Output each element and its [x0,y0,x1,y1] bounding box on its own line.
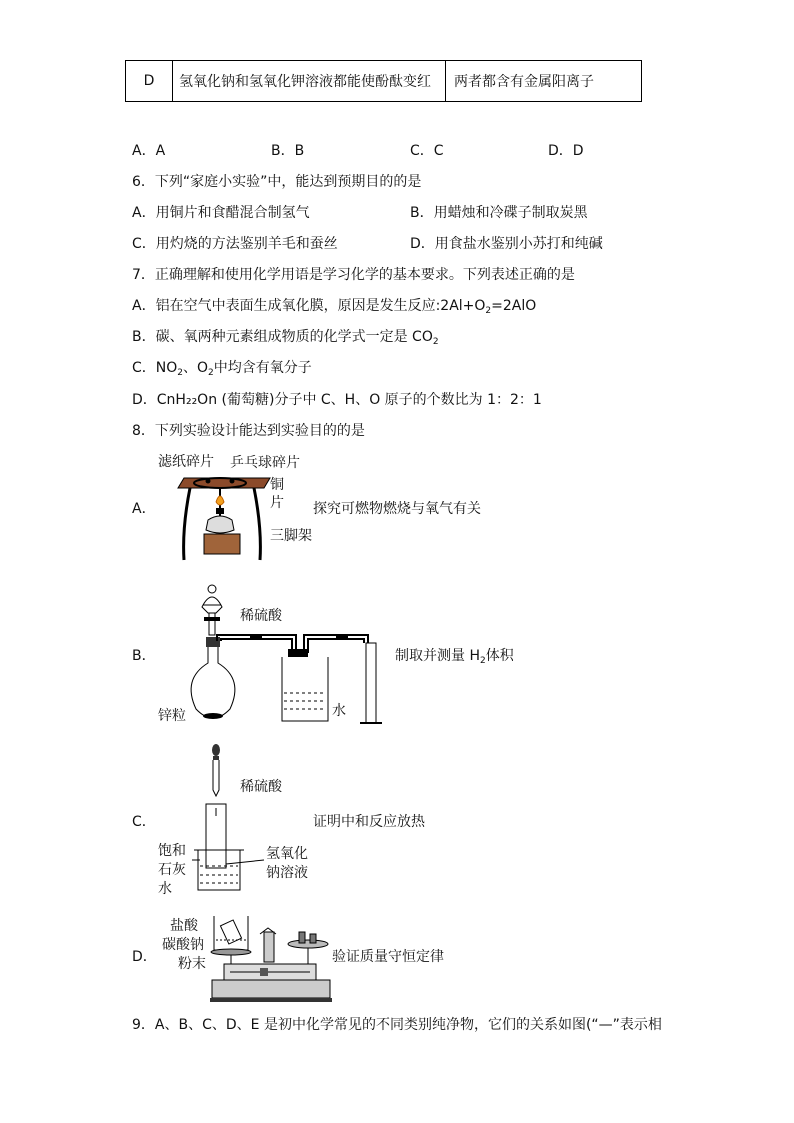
q8-c-letter: C． [132,814,156,830]
q5-option-c: C．C [410,143,444,159]
q7-option-c-text1: C．NO [132,360,178,376]
q7-option-c-text2: 、O [183,360,209,376]
label-tripod: 三脚架 [270,528,312,544]
q8-b-desc [395,646,514,671]
q8-b-desc-sub: 2 [479,656,486,666]
table-cell-statement: 氢氧化钠和氢氧化钾溶液都能使酚酞变红 [173,61,446,102]
label-na2co3-1: 碳酸钠 [162,937,204,953]
q7-option-d: D．CnH₂₂On (葡萄糖)分子中 C、H、O 原子的个数比为 1：2：1 [132,392,542,408]
table-cell-reason: 两者都含有金属阳离子 [446,61,642,102]
q9-stem: 9．A、B、C、D、E 是初中化学常见的不同类别纯净物，它们的关系如图(“—”表示相 [132,1017,662,1033]
label-zinc: 锌粒 [158,708,186,724]
q8-b-desc-end: 体积 [485,648,514,664]
q7-option-c [132,358,312,383]
q5-option-b: B．B [271,143,305,159]
q8-d-letter: D． [132,949,157,965]
label-pingpong: 乒乓球碎片 [230,455,300,471]
q8-a-desc: 探究可燃物燃烧与氧气有关 [313,501,481,517]
q8-b-letter: B． [132,648,156,664]
q8-d-desc: 验证质量守恒定律 [332,949,444,965]
q8-stem: 8．下列实验设计能达到实验目的的是 [132,423,365,439]
label-filter-paper: 滤纸碎片 [158,454,214,470]
q7-option-b-text: B．碳、氧两种元素组成物质的化学式一定是 CO [132,329,433,345]
label-dilute-sulfuric-b: 稀硫酸 [240,608,282,624]
balance-diagram [210,910,332,1004]
q6-option-d: D．用食盐水鉴别小苏打和纯碱 [410,236,603,252]
q6-option-b: B．用蜡烛和冷碟子制取炭黑 [410,205,588,221]
q8-b-desc-text: 制取并测量 H [395,648,480,664]
q7-stem: 7．正确理解和使用化学用语是学习化学的基本要求。下列表述正确的是 [132,267,575,283]
label-lime-2: 石灰 [158,862,186,878]
q6-option-c: C．用灼烧的方法鉴别羊毛和蚕丝 [132,236,338,252]
q7-option-c-sub2: 2 [208,368,214,378]
tripod-burner-diagram [170,468,270,568]
table-row [126,61,642,102]
gas-collection-diagram [190,583,390,723]
neutralization-diagram [194,742,264,902]
q7-option-a-end: =2AlO [491,298,537,314]
table-cell-letter: D [126,61,173,102]
q5-option-a: A．A [132,143,166,159]
label-water: 水 [332,703,346,719]
q6-option-a: A．用铜片和食醋混合制氢气 [132,205,310,221]
answer-table [125,60,642,102]
q7-option-a [132,296,536,321]
q7-option-b-sub: 2 [432,337,439,347]
q5-option-d: D．D [548,143,584,159]
q7-option-a-text: A．铝在空气中表面生成氧化膜，原因是发生反应:2Al+O [132,298,486,314]
q7-option-a-sub: 2 [485,306,492,316]
label-copper-2: 片 [270,495,284,511]
label-lime-1: 饱和 [158,843,186,859]
q7-option-c-sub1: 2 [177,368,184,378]
label-lime-3: 水 [158,881,172,897]
q8-a-letter: A． [132,501,156,517]
q6-stem: 6．下列“家庭小实验”中，能达到预期目的的是 [132,174,422,190]
label-naoh-1: 氢氧化 [266,846,308,862]
label-dilute-sulfuric-c: 稀硫酸 [240,779,282,795]
q7-option-c-text3: 中均含有氧分子 [213,360,312,376]
q8-c-desc: 证明中和反应放热 [313,814,425,830]
label-naoh-2: 钠溶液 [266,865,308,881]
q7-option-b [132,327,439,352]
label-na2co3-2: 粉末 [178,956,206,972]
label-copper-1: 铜 [270,477,284,493]
label-hcl: 盐酸 [170,918,198,934]
